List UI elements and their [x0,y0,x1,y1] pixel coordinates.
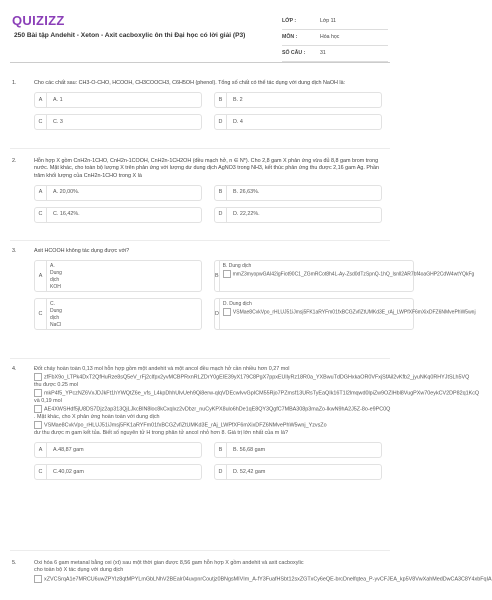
meta-label: MÔN : [282,33,298,40]
question-3 [12,248,476,330]
image-alt-text: zfFbX9o_LTPk4DxT2QfHuRze8sQ5eV_rFj2clfpx2yvMCBPRxnRLZDrY0gEIE39yX179C8PgX7ppxEUllyRz18R0a_YXBwuTdDGHxkaOR0VFxjSfAil2vKfb2_jyuNKq0RHYJtSLh5VQ [44,374,470,381]
question-4 [12,366,480,480]
header-divider [10,62,390,63]
option-body [220,299,479,318]
option-text: A. 20,00%. [53,189,80,196]
option-c[interactable] [34,114,202,130]
broken-image-icon [223,270,231,278]
option-body [220,261,478,280]
question-number: 1. [12,80,17,86]
option-text: B. 56,68 gam [233,446,266,453]
option-d[interactable] [214,207,382,223]
option-text: A. 1 [53,96,63,103]
option-a[interactable] [34,185,202,201]
option-image-alt: VSMae8CvkVpo_rHLUJ51iJmsj5FK1aRYFm01fxBCGZvfiZtUMKd3E_rAj_LWPfXF6mXixDFZ6NMvePhW5wnj [232,309,476,316]
option-letter: A [35,261,47,291]
question-number: 2. [12,158,17,164]
meta-value: Lớp 11 [320,17,336,24]
option-letter: B [215,443,227,457]
question-image-line [34,373,470,382]
option-b[interactable] [214,185,382,201]
meta-value: Hóa học [320,33,340,40]
option-letter: D [215,208,227,222]
question-line: dư thu được m gam kết tủa. Biết số nguyên tử H trong phân tử ancol nhỏ hơn 8. Giá trị lớn nhất của m là? [34,430,288,437]
question-line: Oxi hóa 6 gam metanal bằng oxi (xt) sau một thời gian được 8,56 gam hỗn hợp X gồm andehit và axit cacboxylic [34,560,304,566]
option-text: D. 4 [233,118,243,125]
option-c[interactable] [34,464,202,480]
broken-image-icon [34,373,42,381]
question-number: 5. [12,560,17,566]
question-image-line [34,421,388,430]
meta-table [282,14,388,62]
quizizz-logo: QUIZIZZ [12,13,65,28]
option-text: C. 16,42%. [53,211,80,218]
option-b[interactable] [214,442,382,458]
question-image-line [34,575,492,584]
meta-row-class [282,14,388,30]
meta-row-count [282,46,388,62]
image-alt-text: VSMae8CvkVpo_rHLUJ51iJmsj5FK1aRYFm01fxBCGZvfiZtUMKd3E_rAj_LWPfXF6mXixDFZ6NMvePhW5wnj_YzvsZo [44,422,327,429]
question-number: 4. [12,366,17,372]
question-line: . Mặt khác, cho X phản ứng hoàn toàn với dung dịch [34,414,160,421]
question-divider [10,358,390,359]
question-image-line [34,389,480,398]
option-letter: C [35,115,47,129]
option-b[interactable] [214,92,382,108]
option-label: C. Dung dịch NaCl [50,301,62,328]
question-text [34,366,480,437]
meta-value: 31 [320,49,326,56]
question-image-line [34,405,391,414]
meta-row-subject [282,30,388,46]
option-letter: A [35,443,47,457]
option-text: D. 52,42 gam [233,468,266,475]
option-d[interactable] [214,114,382,130]
question-line: Đốt cháy hoàn toàn 0,13 mol hỗn hợp gồm một andehit và một ancol đều mạch hở cần nhiều hơn 0,27 mol [34,366,290,372]
option-letter: D [215,115,227,129]
option-image-alt: mmZ3myopwGAI42igFiot90C1_ZGmRCot8h4L-Ay-Zsd0dTzSpnQ-1hQ_lsnll2AR7bf4oaGHP2CdW4wtYQkFg [232,271,475,278]
broken-image-icon [34,421,42,429]
image-alt-text: AE4XWSHdf5jU8DS7Djz2ap313QjLJkcBlN8loc8kCxqlxz2vDbzr_nuCyKPX8ulo6hDe1qE8QY3QgfC7MBA308p3maZo-lkwN9hA2J5Z-8o-e9PC0Q [44,406,391,413]
option-letter: A [35,186,47,200]
option-letter: C [35,299,47,329]
broken-image-icon [223,308,231,316]
option-text: A.48,87 gam [53,446,84,453]
option-c[interactable] [34,207,202,223]
question-divider [10,550,390,551]
question-text [34,560,492,583]
question-line: cho toàn bộ X tác dụng với dung dịch [34,567,124,574]
option-grid [34,442,388,480]
option-text: D. 22,22%. [233,211,260,218]
option-a[interactable] [34,92,202,108]
option-grid [34,260,476,330]
question-text: Axit HCOOH không tác dụng được với? [34,248,130,254]
option-a[interactable] [34,442,202,458]
question-divider [10,240,390,241]
meta-label: LỚP : [282,17,297,24]
option-b[interactable] [214,260,475,292]
image-alt-text: xZVCSrqA1e7MRCU6uwZPYIz8qtMPYLmGbLNhV2BEalr04uvpnrCoutjz0BNgsMIVIm_A-fY3FuafHSbt12sxZGTxCy6eQE-brcDnelfqtea_P-yvCFJEA_kp5V8VwXahMedDwCA3C8Y4xbFqIA [44,576,492,583]
option-letter: B [215,261,220,291]
option-letter: C [35,465,47,479]
option-text: B. 26,63%. [233,189,260,196]
option-text: C. 3 [53,118,63,125]
option-d[interactable] [214,298,476,330]
meta-label: SỐ CÂU : [282,49,306,56]
option-letter: D [215,299,220,329]
broken-image-icon [34,575,42,583]
broken-image-icon [34,405,42,413]
question-text: Hỗn hợp X gồm CnH2n-1CHO, CnH2n-1COOH, CnH2n-1CH2OH (đều mạch hở, n ∈ N*). Cho 2,8 gam X phản ứng vừa đủ 8,8 gam brom trong nước. Mặt khác, cho toàn bộ lượng X trên phản ứng với lượng dư dung dịch AgNO3 trong NH3, kết thúc phản ứng thu được 2,16 gam Ag. Phần trăm khối lượng của CnH2n-1CHO trong X là [34,158,380,179]
option-text: B. 2 [233,96,243,103]
question-line: thu được 0.25 mol [34,382,79,389]
option-label: D. Dung dịch [222,301,252,308]
question-number: 3. [12,248,17,254]
option-c[interactable] [34,298,202,330]
question-5 [12,560,492,583]
broken-image-icon [34,389,42,397]
option-letter: D [215,465,227,479]
question-divider [10,148,390,149]
option-label: B. Dung dịch [222,263,252,270]
option-label: A. Dung dịch KOH [50,263,62,290]
option-grid [34,185,388,223]
option-letter: B [215,93,227,107]
option-letter: B [215,186,227,200]
question-2 [12,158,388,223]
question-1 [12,80,388,130]
image-alt-text: mkP4f5_YPczNZ6VxJDJkFt1hYWQtZ6e_vfs_L4kpDhhUlvUeh9Qi8erw-qlqVDEcwIvvGpICM55Rjo7PZmsf13URsTyEaQIk16T1l2lmqwd0lpiZw9OZlHbl8VugPXw70eykCV2DP82q1KcQ [44,390,480,397]
question-text: Cho các chất sau: CH3-O-CHO, HCOOH, CH3COOCH3, C6H5OH (phenol). Tổng số chất có thể tác dụng với dung dịch NaOH là: [34,80,346,86]
option-a[interactable] [34,260,202,292]
page-title: 250 Bài tập Andehit - Xeton - Axit cacboxylic ôn thi Đại học có lời giải (P3) [14,32,246,39]
option-letter: A [35,93,47,107]
option-text: C.40,02 gam [53,468,84,475]
question-line: và 0,19 mol [34,398,62,405]
option-grid [34,92,388,130]
option-d[interactable] [214,464,382,480]
option-letter: C [35,208,47,222]
